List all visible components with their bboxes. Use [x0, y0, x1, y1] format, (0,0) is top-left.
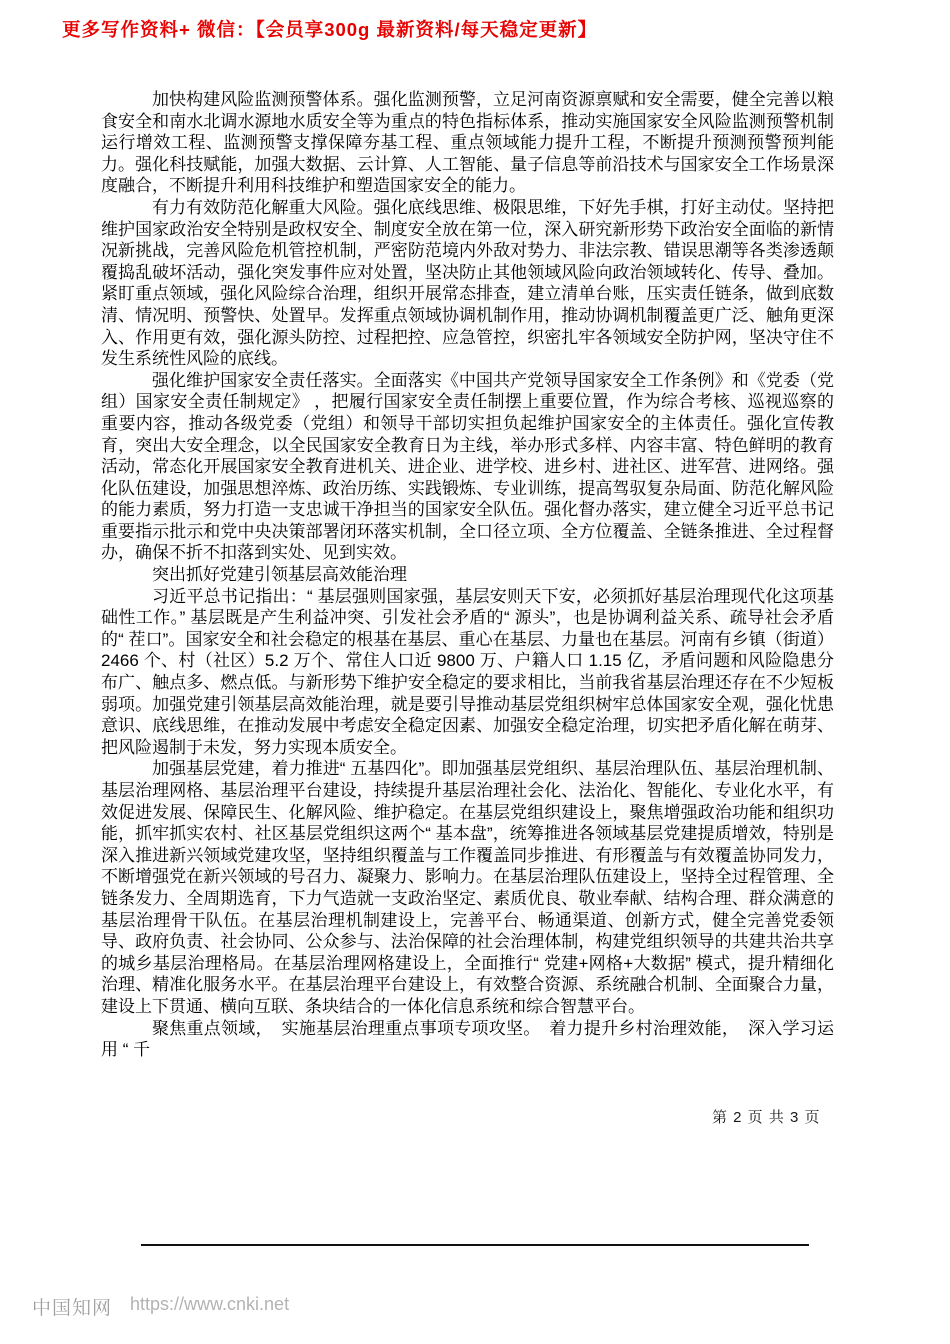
cnki-url: https://www.cnki.net: [130, 1294, 290, 1314]
paragraph: 习近平总书记指出：“ 基层强则国家强，基层安则天下安，必须抓好基层治理现代化这项基础性工作。” 基层既是产生利益冲突、引发社会矛盾的“ 源头”，也是协调利益关系、疏导社会矛盾的“ 茬口”。国家安全和社会稳定的根基在基层、重心在基层、力量也在基层。河南有乡镇（街道）2466 个、村（社区）5.2 万个、常住人口近 9800 万、户籍人口 1.15 亿，矛盾问题和风险隐患分布广、触点多、燃点低。与新形势下维护安全稳定的要求相比，当前我省基层治理还存在不少短板弱项。加强党建引领基层高效能治理，就是要引导推动基层党组织树牢总体国家安全观，强化忧患意识、底线思维，在推动发展中考虑安全稳定因素、加强安全稳定治理，切实把矛盾化解在萌芽、把风险遏制于未发，努力实现本质安全。: [101, 586, 834, 757]
paragraph: 加强基层党建，着力推进“ 五基四化”。即加强基层党组织、基层治理队伍、基层治理机制、基层治理网格、基层治理平台建设，持续提升基层治理社会化、法治化、智能化、专业化水平，有效促进发展、保障民生、化解风险、维护稳定。在基层党组织建设上，聚焦增强政治功能和组织功能，抓牢抓实农村、社区基层党组织这两个“ 基本盘”，统筹推进各领域基层党建提质增效，特别是深入推进新兴领域党建攻坚，坚持组织覆盖与工作覆盖同步推进、有形覆盖与有效覆盖协同发力，不断增强党在新兴领域的号召力、凝聚力、影响力。在基层治理队伍建设上，坚持全过程管理、全链条发力、全周期选育，下力气造就一支政治坚定、素质优良、敬业奉献、结构合理、群众满意的基层治理骨干队伍。在基层治理机制建设上，完善平台、畅通渠道、创新方式，健全完善党委领导、政府负责、社会协同、公众参与、法治保障的社会治理体制，构建党组织领导的共建共治共享的城乡基层治理格局。在基层治理网格建设上，全面推行“ 党建+网格+大数据” 模式，提升精细化治理、精准化服务水平。在基层治理平台建设上，有效整合资源、系统融合机制、全面聚合力量，建设上下贯通、横向互联、条块结合的一体化信息系统和综合智慧平台。: [101, 759, 834, 1016]
footer-divider: [141, 1244, 809, 1246]
paragraph: 聚焦重点领域， 实施基层治理重点事项专项攻坚。 着力提升乡村治理效能， 深入学习运用 “ 千: [101, 1018, 834, 1060]
paragraph: 加快构建风险监测预警体系。强化监测预警，立足河南资源禀赋和安全需要，健全完善以粮食安全和南水北调水源地水质安全等为重点的特色指标体系，推动实施国家安全风险监测预警机制运行增效工程、监测预警支撑保障夯基工程、重点领域能力提升工程，不断提升预测预警预判能力。强化科技赋能，加强大数据、云计算、人工智能、量子信息等前沿技术与国家安全工作场景深度融合，不断提升利用科技维护和塑造国家安全的能力。: [101, 90, 834, 196]
page-indicator: 第 2 页 共 3 页: [712, 1109, 821, 1126]
cnki-brand: 中国知网: [32, 1298, 113, 1319]
paragraph: 强化维护国家安全责任落实。全面落实《中国共产党领导国家安全工作条例》和《党委（党组）国家安全责任制规定》 ，把履行国家安全责任制摆上重要位置，作为综合考核、巡视巡察的重要内容，推动各级党委（党组）和领导干部切实担负起维护国家安全的主体责任。强化宣传教育，突出大安全理念，以全民国家安全教育日为主线，举办形式多样、内容丰富、特色鲜明的教育活动，常态化开展国家安全教育进机关、进企业、进学校、进乡村、进社区、进军营、进网络。强化队伍建设，加强思想淬炼、政治历练、实践锻炼、专业训练，提高驾驭复杂局面、防范化解风险的能力素质，努力打造一支忠诚干净担当的国家安全队伍。强化督办落实，建立健全习近平总书记重要指示批示和党中央决策部署闭环落实机制，全口径立项、全方位覆盖、全链条推进、全过程督办，确保不折不扣落到实处、见到实效。: [101, 370, 834, 563]
section-heading: 突出抓好党建引领基层高效能治理: [152, 565, 407, 585]
paragraph: 有力有效防范化解重大风险。强化底线思维、极限思维，下好先手棋，打好主动仗。坚持把维护国家政治安全特别是政权安全、制度安全放在第一位，深入研究新形势下政治安全面临的新情况新挑战，完善风险危机管控机制，严密防范境内外敌对势力、非法宗教、错误思潮等各类渗透颠覆捣乱破坏活动，强化突发事件应对处置，坚决防止其他领域风险向政治领域转化、传导、叠加。紧盯重点领域，强化风险综合治理，组织开展常态排查，建立清单台账，压实责任链条，做到底数清、情况明、预警快、处置早。发挥重点领域协调机制作用，推动协调机制覆盖更广泛、触角更深入、作用更有效，强化源头防控、过程把控、应急管控，织密扎牢各领域安全防护网，坚决守住不发生系统性风险的底线。: [101, 197, 834, 369]
document-body: [101, 89, 834, 1061]
promo-banner: 更多写作资料+ 微信：【会员享300g 最新资料/每天稳定更新】: [62, 19, 598, 40]
